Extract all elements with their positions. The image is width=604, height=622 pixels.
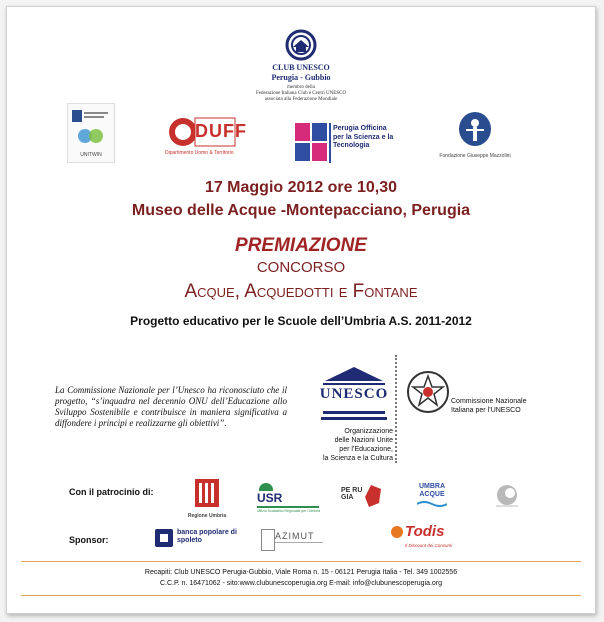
post-text: Perugia Officina per la Scienza e la Tecnologia [333, 125, 394, 149]
italian-emblem-icon [405, 369, 451, 415]
club-city: Perugia - Gubbio [271, 73, 331, 82]
footer-ccp-website-email: C.C.P. n. 16471062 - sito:www.clubunescoperugia.org E-mail: info@clubunescoperugia.org [159, 580, 443, 587]
footer-divider-bottom [21, 595, 581, 596]
club-unesco-logo [281, 29, 321, 61]
usr-caption: Ufficio Scolastico Regionale per l’Umbria [257, 509, 321, 513]
unesco-org-line-3: per l’Educazione, [339, 446, 393, 453]
unesco-org-line-1: Organizzazione [344, 428, 393, 435]
spiral-partner-icon [493, 481, 521, 509]
perugia-logo [341, 481, 385, 511]
fondazione-logo [439, 111, 511, 163]
perugia-wordmark: PE RU GIA [341, 487, 363, 501]
footer-contacts: Recapiti: Club UNESCO Perugia-Gubbio, Viale Roma n. 15 - 06121 Perugia Italia - Tel. 349 1002556 [144, 569, 458, 576]
todis-logo [391, 523, 463, 557]
commission-line-2: Italiana per l’UNESCO [451, 407, 521, 414]
commission-quote: La Commissione Nazionale per l’Unesco ha riconosciuto che il progetto, “s’inquadra nel decennio ONU dell’Educazione allo Sviluppo Sostenibile e contribuisce in maniera significativa a diffondere i principi e realizzarne gli obiettivi”. [55, 385, 287, 428]
azimut-wordmark: AZIMUT [275, 531, 315, 541]
unesco-dotted-divider [395, 355, 397, 463]
azimut-logo [261, 529, 323, 551]
contest-title: Acque, Acquedotti e Fontane [184, 281, 418, 302]
member-line-3: associata alla Federazione Mondiale [264, 97, 338, 102]
duff-caption: Dipartimento Uomo & Territorio [165, 150, 234, 156]
todis-wordmark: Todis [405, 523, 445, 540]
regione-umbria-logo [187, 477, 227, 521]
project-subtitle: Progetto educativo per le Scuole dell’Umbria A.S. 2011-2012 [130, 314, 472, 328]
post-logo [295, 123, 395, 163]
banca-popolare-wordmark: banca popolare di spoleto [177, 529, 237, 544]
member-line-2: Federazione Italiana Club e Centri UNESCO [255, 91, 347, 96]
duff-logo [165, 115, 247, 157]
unesco-wordmark: UNESCO [319, 386, 389, 402]
umbra-acque-wordmark: UMBRA ACQUE [418, 483, 446, 498]
duff-wordmark: DUFF [195, 121, 247, 141]
regione-umbria-caption: Regione Umbria [187, 513, 227, 519]
invitation-card [6, 6, 596, 614]
unesco-org-line-4: la Scienza e la Cultura [322, 455, 393, 462]
usr-wordmark: USR [257, 491, 283, 505]
umbra-acque-logo [409, 481, 455, 511]
unitwin-caption: UNITWIN [80, 152, 102, 158]
event-venue: Museo delle Acque -Montepacciano, Perugia [131, 202, 471, 219]
club-name: CLUB UNESCO [272, 63, 330, 72]
commission-nazionale [451, 397, 561, 415]
fondazione-caption: Fondazione Giuseppe Mazzolini [439, 153, 511, 159]
patronage-label: Con il patrocinio di: [69, 487, 154, 497]
member-line-1: membro della [287, 85, 315, 90]
premiazione-heading: PREMIAZIONE [235, 235, 367, 256]
banca-popolare-logo [155, 527, 241, 549]
commission-line-1: Commissione Nazionale [451, 398, 527, 405]
unesco-org-text [303, 427, 393, 463]
event-date: 17 Maggio 2012 ore 10,30 [204, 179, 398, 196]
unesco-org-line-2: delle Nazioni Unite [334, 437, 393, 444]
unitwin-logo [67, 103, 115, 163]
unesco-temple-logo [319, 365, 389, 423]
usr-logo [257, 483, 319, 517]
todis-tagline: Il Discount dei Consumi [405, 543, 453, 548]
footer-divider-top [21, 561, 581, 562]
sponsor-label: Sponsor: [69, 535, 109, 545]
concorso-heading: CONCORSO [256, 259, 346, 276]
